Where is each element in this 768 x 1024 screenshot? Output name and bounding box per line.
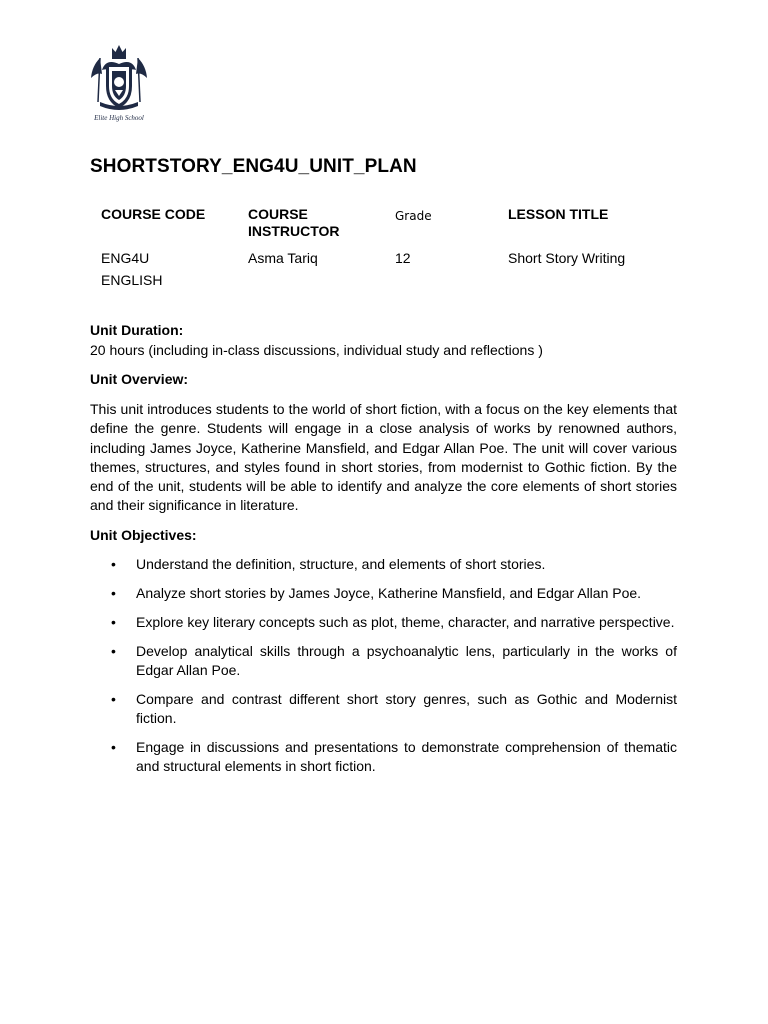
bullet-icon: •: [111, 556, 116, 572]
objective-item: • Explore key literary concepts such as plot, theme, character, and narrative perspective.: [111, 614, 675, 630]
header-lesson-title: LESSON TITLE: [508, 206, 609, 222]
header-course-code: COURSE CODE: [101, 206, 206, 222]
objective-item: • Understand the definition, structure, and elements of short stories.: [111, 556, 546, 572]
header-course-instructor-line1: COURSE: [248, 206, 308, 222]
header-grade: Grade: [395, 209, 432, 223]
document-title: SHORTSTORY_ENG4U_UNIT_PLAN: [90, 156, 417, 177]
unit-overview-label: Unit Overview:: [90, 371, 189, 387]
unit-duration-text: 20 hours (including in-class discussions, individual study and reflections ): [90, 342, 543, 358]
bullet-icon: •: [111, 614, 116, 630]
objective-item: • Engage in discussions and presentations to demonstrate comprehension of thematic and structural elements in short fiction.: [111, 739, 677, 774]
objective-item: • Develop analytical skills through a psychoanalytic lens, particularly in the works of Edgar Allan Poe.: [111, 643, 677, 678]
bullet-icon: •: [111, 739, 116, 755]
objective-item: • Analyze short stories by James Joyce, Katherine Mansfield, and Edgar Allan Poe.: [111, 585, 642, 601]
unit-duration-label: Unit Duration:: [90, 322, 184, 338]
header-course-instructor-line2: INSTRUCTOR: [248, 223, 340, 239]
value-instructor: Asma Tariq: [248, 250, 318, 266]
school-name-text: Elite High School: [94, 114, 144, 122]
school-crest-icon: [88, 44, 150, 114]
value-course-code-line2: ENGLISH: [101, 272, 163, 288]
unit-objectives-label: Unit Objectives:: [90, 527, 197, 543]
value-lesson-title: Short Story Writing: [508, 250, 626, 266]
value-course-code-line1: ENG4U: [101, 250, 150, 266]
objective-item: • Compare and contrast different short story genres, such as Gothic and Modernist fiction.: [111, 691, 677, 726]
value-grade: 12: [395, 250, 411, 266]
unit-objectives-list: [90, 555, 677, 786]
bullet-icon: •: [111, 691, 116, 707]
unit-overview-text: This unit introduces students to the world of short fiction, with a focus on the key elements that define the genre. Students will engage in a close analysis of works by renowned authors, including James Joyce, Katherine Mansfield, and Edgar Allan Poe. The unit will cover various themes, structures, and styles found in short stories, from modernist to Gothic fiction. By the end of the unit, students will be able to identify and analyze the core elements of short stories and their significance in literature.: [90, 401, 677, 514]
bullet-icon: •: [111, 643, 116, 659]
bullet-icon: •: [111, 585, 116, 601]
school-crest-logo: [88, 44, 150, 122]
